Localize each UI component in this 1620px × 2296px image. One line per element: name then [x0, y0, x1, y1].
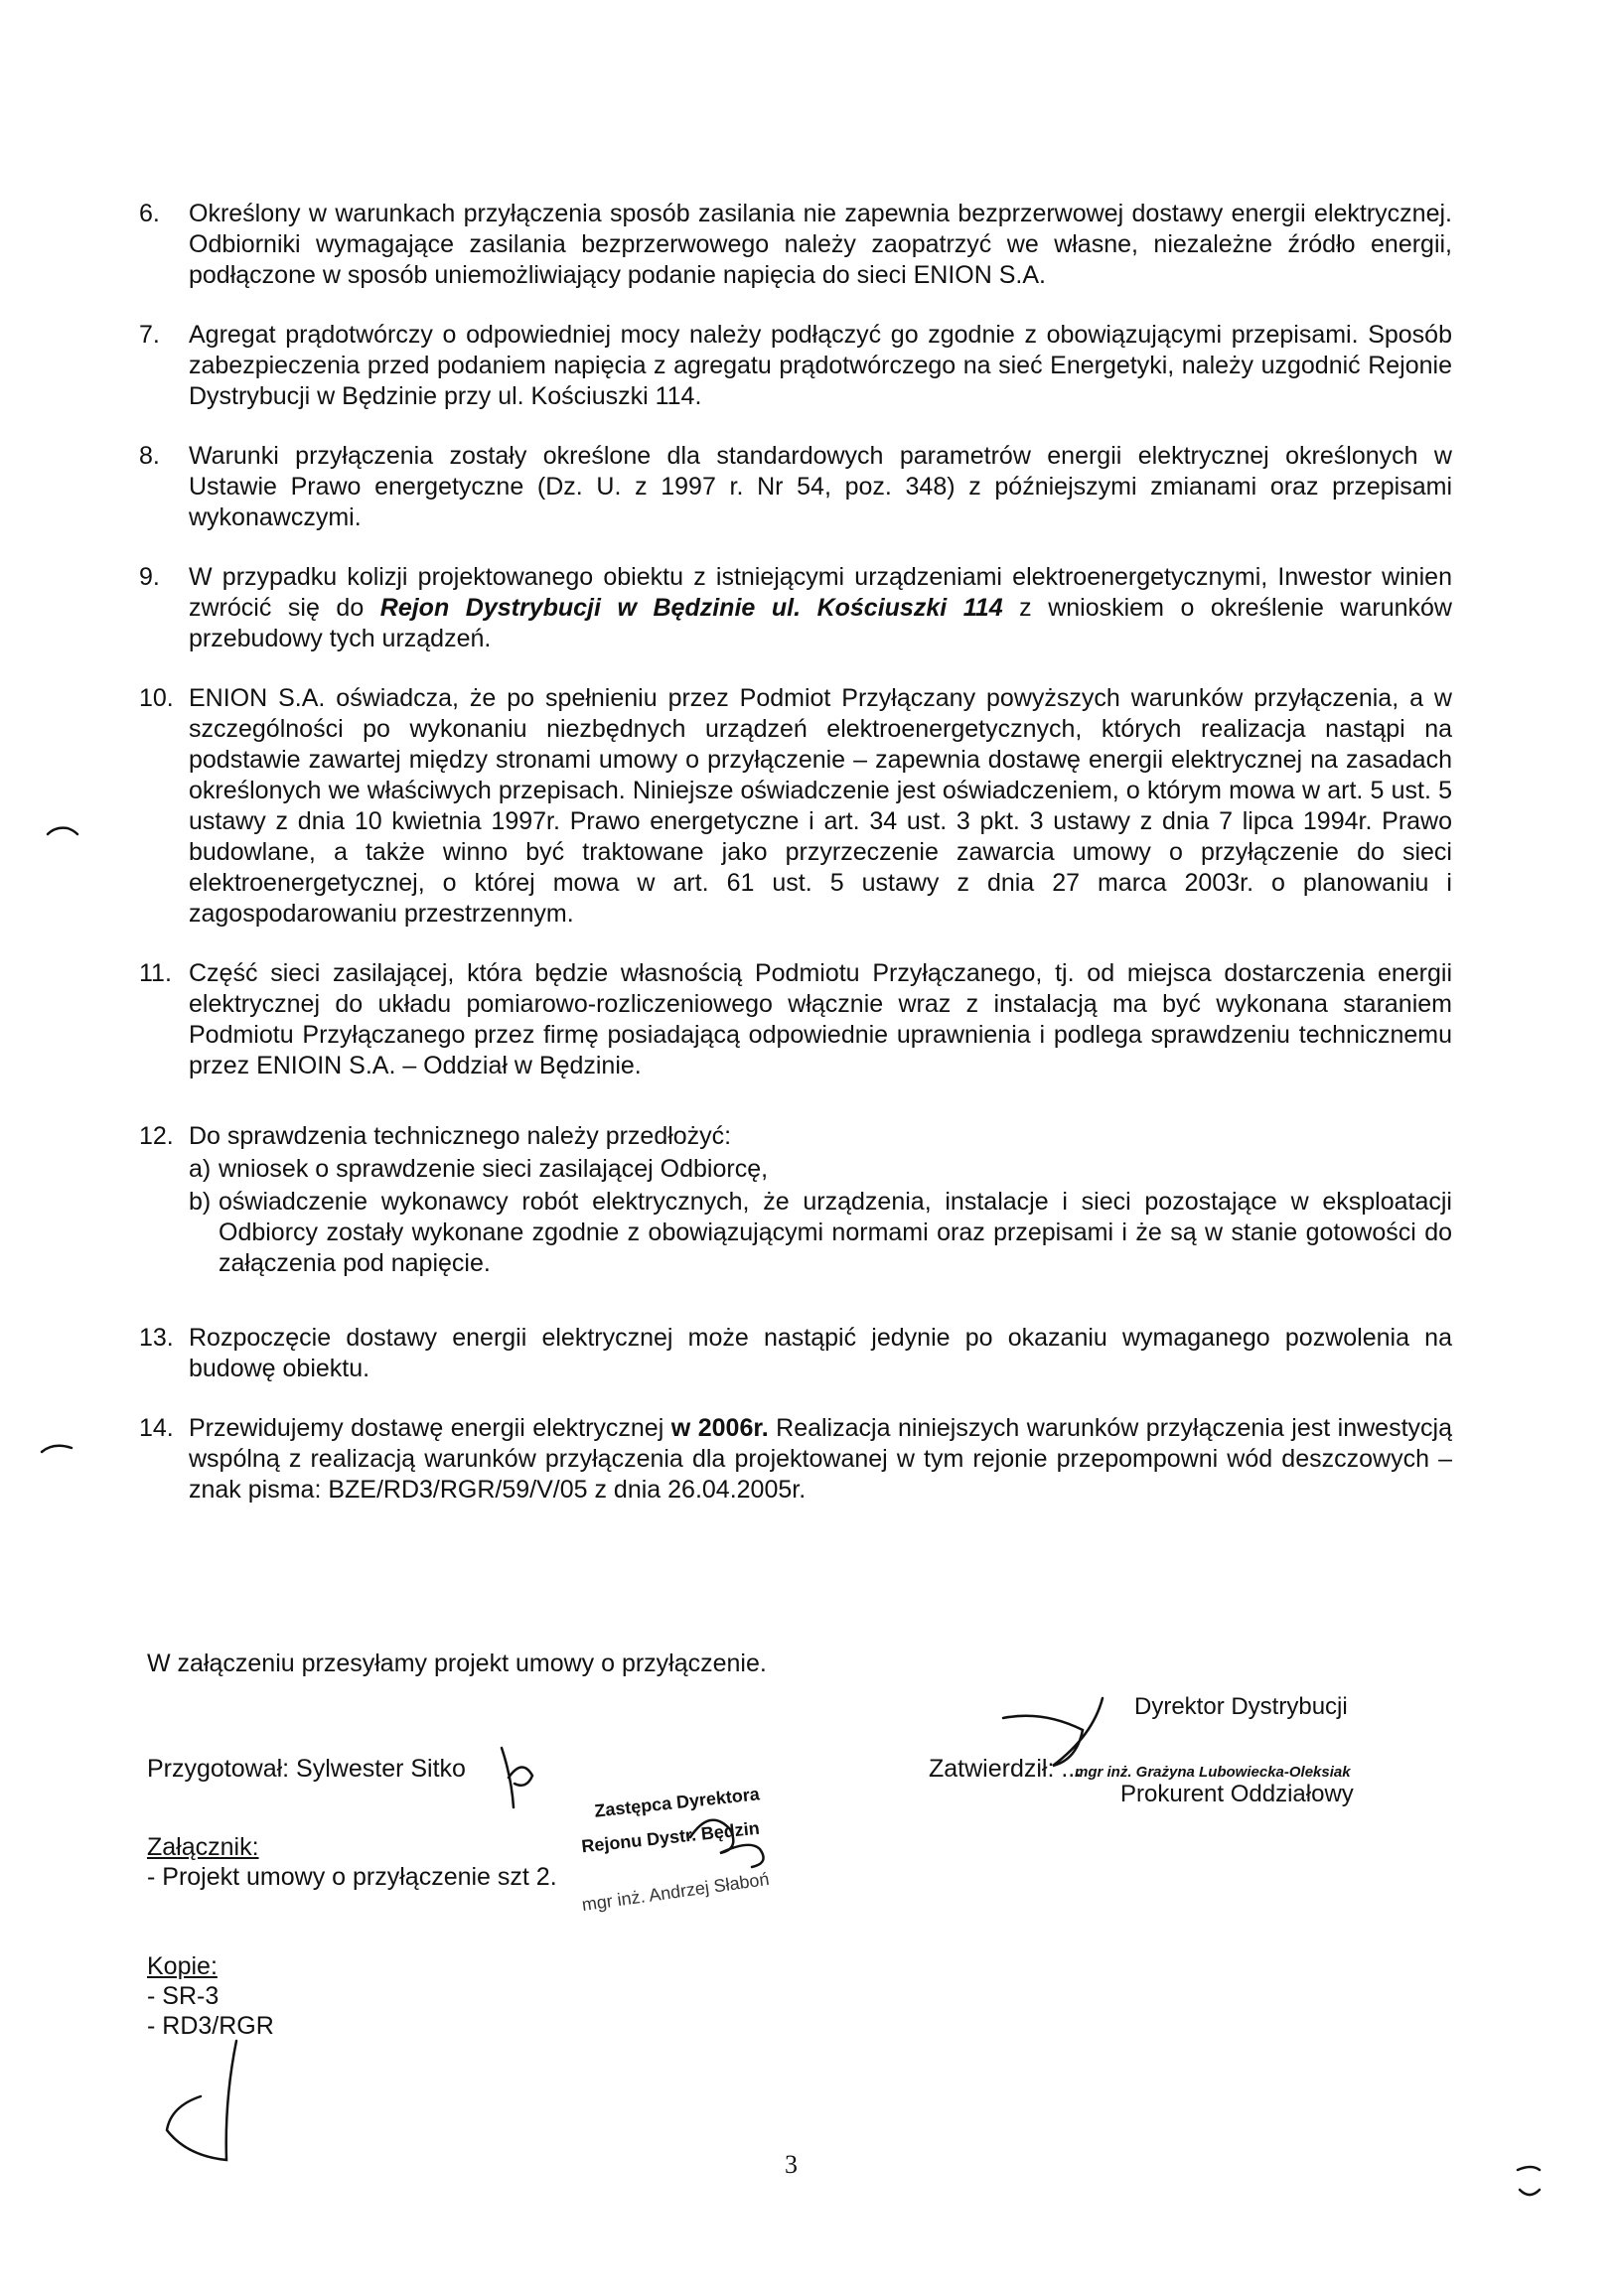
sub-item-text: wniosek o sprawdzenie sieci zasilającej Odbiorcę, — [219, 1155, 769, 1183]
item-number: 14. — [139, 1414, 174, 1442]
sub-item-letter: a) — [189, 1155, 212, 1183]
page-number: 3 — [785, 2150, 798, 2179]
sub-item-text: oświadczenie wykonawcy robót elektrycznych, że urządzenia, instalacje i sieci pozostające w eksploatacji Odbiorcy zostały wykonane zgodnie z obowiązującymi normami oraz przepisami i że są w stanie gotowości do załączenia pod napięcie. — [219, 1188, 1452, 1277]
item-text: Warunki przyłączenia zostały określone dla standardowych parametrów energii elektrycznej określonych w Ustawie Prawo energetyczne (Dz. U. z 1997 r. Nr 54, poz. 348) z późniejszymi zmianami oraz przepisami wykonawczymi. — [189, 442, 1452, 531]
item-number: 8. — [139, 442, 160, 470]
item-number: 6. — [139, 200, 160, 227]
margin-mark — [1518, 2167, 1540, 2195]
copies-label: Kopie: — [147, 1952, 218, 1980]
stamp-line: Rejonu Dystr. Będzin — [580, 1817, 761, 1857]
item-text-after: z wnioskiem o określenie warunków przebudowy tych urządzeń. — [189, 594, 1452, 652]
item-number: 13. — [139, 1324, 174, 1352]
prepared-by: Przygotował: Sylwester Sitko — [147, 1755, 466, 1783]
item-number: 7. — [139, 321, 160, 349]
attachment-label: Załącznik: — [147, 1833, 259, 1861]
signature-mark — [167, 2041, 236, 2160]
signature-mark — [502, 1748, 532, 1807]
margin-mark — [48, 828, 77, 834]
signature-mark — [690, 1820, 764, 1867]
item-text: Agregat prądotwórczy o odpowiedniej mocy należy podłączyć go zgodnie z obowiązującymi przepisami. Sposób zabezpieczenia przed podaniem napięcia z agregatu prądotwórczego na sieć Energetyki, należy uzgodnić Rejonie Dystrybucji w Będzinie przy ul. Kościuszki 114. — [189, 321, 1452, 410]
sub-item-letter: b) — [189, 1188, 212, 1216]
approved-by: Zatwierdził: ... — [929, 1755, 1083, 1783]
item-number: 10. — [139, 684, 174, 712]
stamp-line: mgr inż. Andrzej Słaboń — [580, 1868, 771, 1916]
item-text: Określony w warunkach przyłączenia sposób zasilania nie zapewnia bezprzerwowej dostawy energii elektrycznej. Odbiorniki wymagające zasilania bezprzerwowego należy zaopatrzyć we własne, niezależne źródło energii, podłączone w sposób uniemożliwiający podanie napięcia do sieci ENION S.A. — [189, 200, 1452, 289]
margin-mark — [42, 1446, 72, 1452]
stamp-line: Zastępca Dyrektora — [593, 1784, 761, 1821]
attachment-note: W załączeniu przesyłamy projekt umowy o przyłączenie. — [147, 1650, 767, 1677]
copy-item: - RD3/RGR — [147, 2012, 274, 2040]
item-text: Do sprawdzenia technicznego należy przedłożyć: — [189, 1122, 732, 1150]
item-text-before: W przypadku kolizji projektowanego obiektu z istniejącymi urządzeniami elektroenergetycznymi, Inwestor winien zwrócić się do — [189, 563, 1452, 622]
item-text-emphasis: Rejon Dystrybucji w Będzinie ul. Kościuszki 114 — [379, 594, 1003, 622]
signature-mark — [1003, 1698, 1103, 1766]
director-role: Prokurent Oddziałowy — [1120, 1781, 1354, 1807]
item-text: ENION S.A. oświadcza, że po spełnieniu przez Podmiot Przyłączany powyższych warunków przyłączenia, a w szczególności po wykonaniu niezbędnych urządzeń elektroenergetycznych, których realizacja nastąpi na podstawie zawartej między stronami umowy o przyłączenie – zapewnia dostawę energii elektrycznej na zasadach określonych we właściwych przepisach. Niniejsze oświadczenie jest oświadczeniem, o którym mowa w art. 5 ust. 5 ustawy z dnia 10 kwietnia 1997r. Prawo energetyczne i art. 34 ust. 3 pkt. 3 ustawy z dnia 7 lipca 1994r. Prawo budowlane, a także winno być traktowane jako przyrzeczenie zawarcia umowy o przyłączenie do sieci elektroenergetycznej, o której mowa w art. 61 ust. 5 ustawy z dnia 27 marca 2003r. o planowaniu i zagospodarowaniu przestrzennym. — [189, 684, 1452, 928]
item-number: 9. — [139, 563, 160, 591]
attachment-item: - Projekt umowy o przyłączenie szt 2. — [147, 1863, 557, 1891]
copy-item: - SR-3 — [147, 1982, 220, 2010]
item-text-after: Realizacja niniejszych warunków przyłączenia jest inwestycją wspólną z realizacją warunków przyłączenia dla projektowanej w tym rejonie przepompowni wód deszczowych – znak pisma: BZE/RD3/RGR/59/V/05 z dnia 26.04.2005r. — [189, 1414, 1452, 1504]
director-name: mgr inż. Grażyna Lubowiecka-Oleksiak — [1075, 1764, 1351, 1781]
item-number: 11. — [139, 959, 172, 987]
item-text-before: Przewidujemy dostawę energii elektrycznej — [189, 1414, 671, 1442]
item-text-emphasis: w 2006r. — [670, 1414, 769, 1442]
director-title: Dyrektor Dystrybucji — [1134, 1693, 1348, 1720]
item-text: Rozpoczęcie dostawy energii elektrycznej może nastąpić jedynie po okazaniu wymaganego pozwolenia na budowę obiektu. — [189, 1324, 1452, 1382]
item-number: 12. — [139, 1122, 174, 1150]
item-text: Część sieci zasilającej, która będzie własnością Podmiotu Przyłączanego, tj. od miejsca dostarczenia energii elektrycznej do układu pomiarowo-rozliczeniowego włącznie wraz z instalacją ma być wykonana staraniem Podmiotu Przyłączanego przez firmę posiadającą odpowiednie uprawnienia i podlega sprawdzeniu technicznemu przez ENIOIN S.A. – Oddział w Będzinie. — [189, 959, 1452, 1079]
